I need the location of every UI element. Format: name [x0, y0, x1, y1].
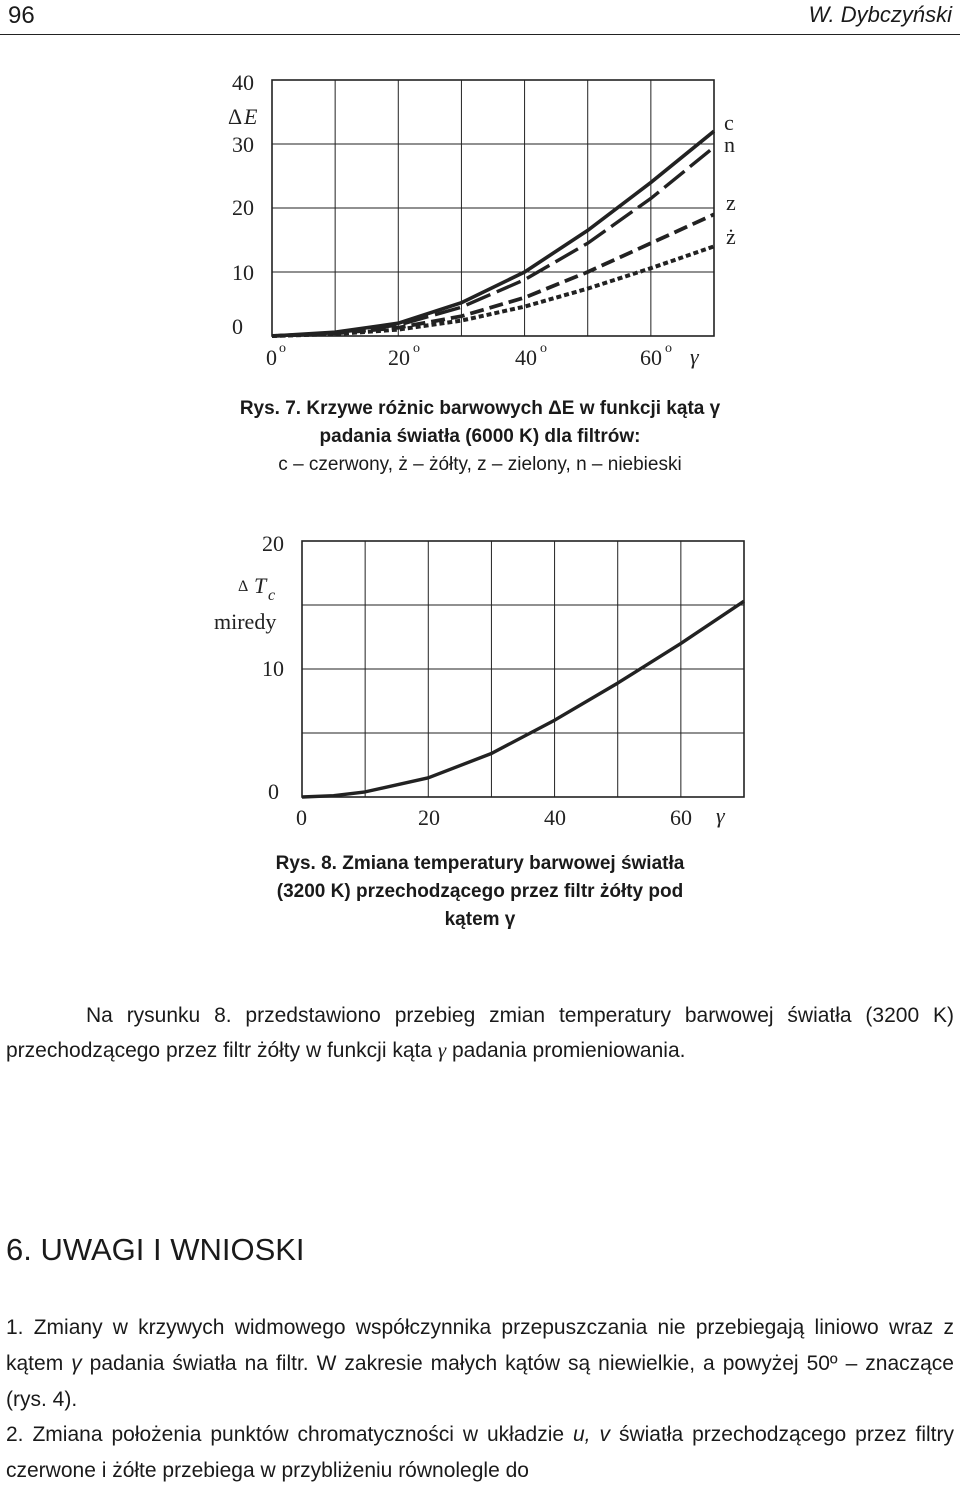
caption-text: kątem γ — [444, 909, 516, 930]
x-axis-label: γ — [690, 344, 699, 369]
x-tick-label: 0 — [266, 345, 277, 370]
x-tick-degree: o — [540, 341, 547, 356]
y-tick-label: 0 — [232, 314, 243, 339]
y-axis-delta: Δ — [228, 104, 243, 129]
y-axis-unit: miredy — [214, 609, 277, 634]
y-tick-label: 30 — [232, 132, 254, 157]
caption-line: padania światła (6000 K) dla filtrów: — [319, 426, 641, 447]
series-label: ż — [726, 224, 736, 249]
y-axis-delta: Δ — [238, 578, 249, 595]
x-axis-label: γ — [716, 803, 725, 828]
x-tick-label: 0 — [296, 805, 307, 830]
x-tick-label: 60 — [640, 345, 662, 370]
running-head: W. Dybczyński — [808, 2, 952, 27]
y-tick-label: 20 — [262, 531, 284, 556]
caption-line: (3200 K) przechodzącego przez filtr żółty pod — [276, 881, 684, 902]
list-item — [6, 1310, 954, 1418]
item-text: padania światła na filtr. W zakresie małych kątów są niewielkie, a powyżej 50º – znaczące (rys. 4). — [6, 1352, 954, 1411]
y-axis-variable: E — [244, 104, 258, 129]
symbol-gamma: γ — [437, 1038, 447, 1062]
series-label: c — [724, 110, 734, 135]
page-number: 96 — [8, 2, 35, 29]
series-label: n — [724, 132, 735, 157]
symbol-gamma: γ — [71, 1352, 82, 1375]
x-tick-degree: o — [665, 341, 672, 356]
y-tick-label: 0 — [268, 779, 279, 804]
figure-7-caption — [0, 395, 960, 479]
series-label: z — [726, 190, 736, 215]
y-tick-label: 10 — [262, 656, 284, 681]
paragraph — [6, 998, 954, 1068]
caption-line — [0, 906, 960, 934]
y-tick-label: 10 — [232, 260, 254, 285]
caption-line: Rys. 7. Krzywe różnic barwowych ΔE w funkcji kąta γ — [239, 398, 721, 419]
y-tick-label: 20 — [232, 195, 254, 220]
x-tick-label: 40 — [515, 345, 537, 370]
y-axis-subscript: c — [268, 587, 276, 604]
x-tick-label: 60 — [670, 805, 692, 830]
paragraph-text: padania promieniowania. — [446, 1039, 686, 1062]
paragraph-text: Na rysunku 8. przedstawiono przebieg zmian temperatury barwowej światła (3200 K) przechodzącego przez filtr żółty w funkcji kąta — [6, 1004, 954, 1062]
figure-7-chart — [0, 62, 960, 382]
x-tick-label: 20 — [388, 345, 410, 370]
section-heading: 6. UWAGI I WNIOSKI — [6, 1232, 305, 1267]
caption-line: Rys. 8. Zmiana temperatury barwowej światła — [275, 853, 685, 874]
list-item — [6, 1417, 954, 1489]
caption-line: c – czerwony, ż – żółty, z – zielony, n – niebieski — [278, 454, 682, 475]
x-tick-label: 40 — [544, 805, 566, 830]
item-text: 1. Zmiany w krzywych widmowego współczynnika przepuszczania nie przebiegają liniowo wraz z kątem — [6, 1316, 954, 1375]
series-line-z — [272, 214, 714, 336]
x-tick-label: 20 — [418, 805, 440, 830]
figure-8-caption — [0, 850, 960, 934]
y-axis-variable: T — [254, 573, 267, 598]
series-line — [302, 601, 744, 797]
series-line-zh — [272, 246, 714, 336]
item-text: światła przechodzącego przez filtry czerwone i żółte przebiega w przybliżeniu równolegle do — [6, 1423, 954, 1482]
x-tick-degree: o — [413, 341, 420, 356]
x-tick-degree: o — [279, 341, 286, 356]
symbol-uv: u, v — [573, 1423, 610, 1446]
page-header — [0, 0, 960, 35]
figure-8-chart — [0, 525, 960, 840]
y-tick-label: 40 — [232, 70, 254, 95]
item-text: 2. Zmiana położenia punktów chromatyczności w układzie — [6, 1423, 573, 1446]
